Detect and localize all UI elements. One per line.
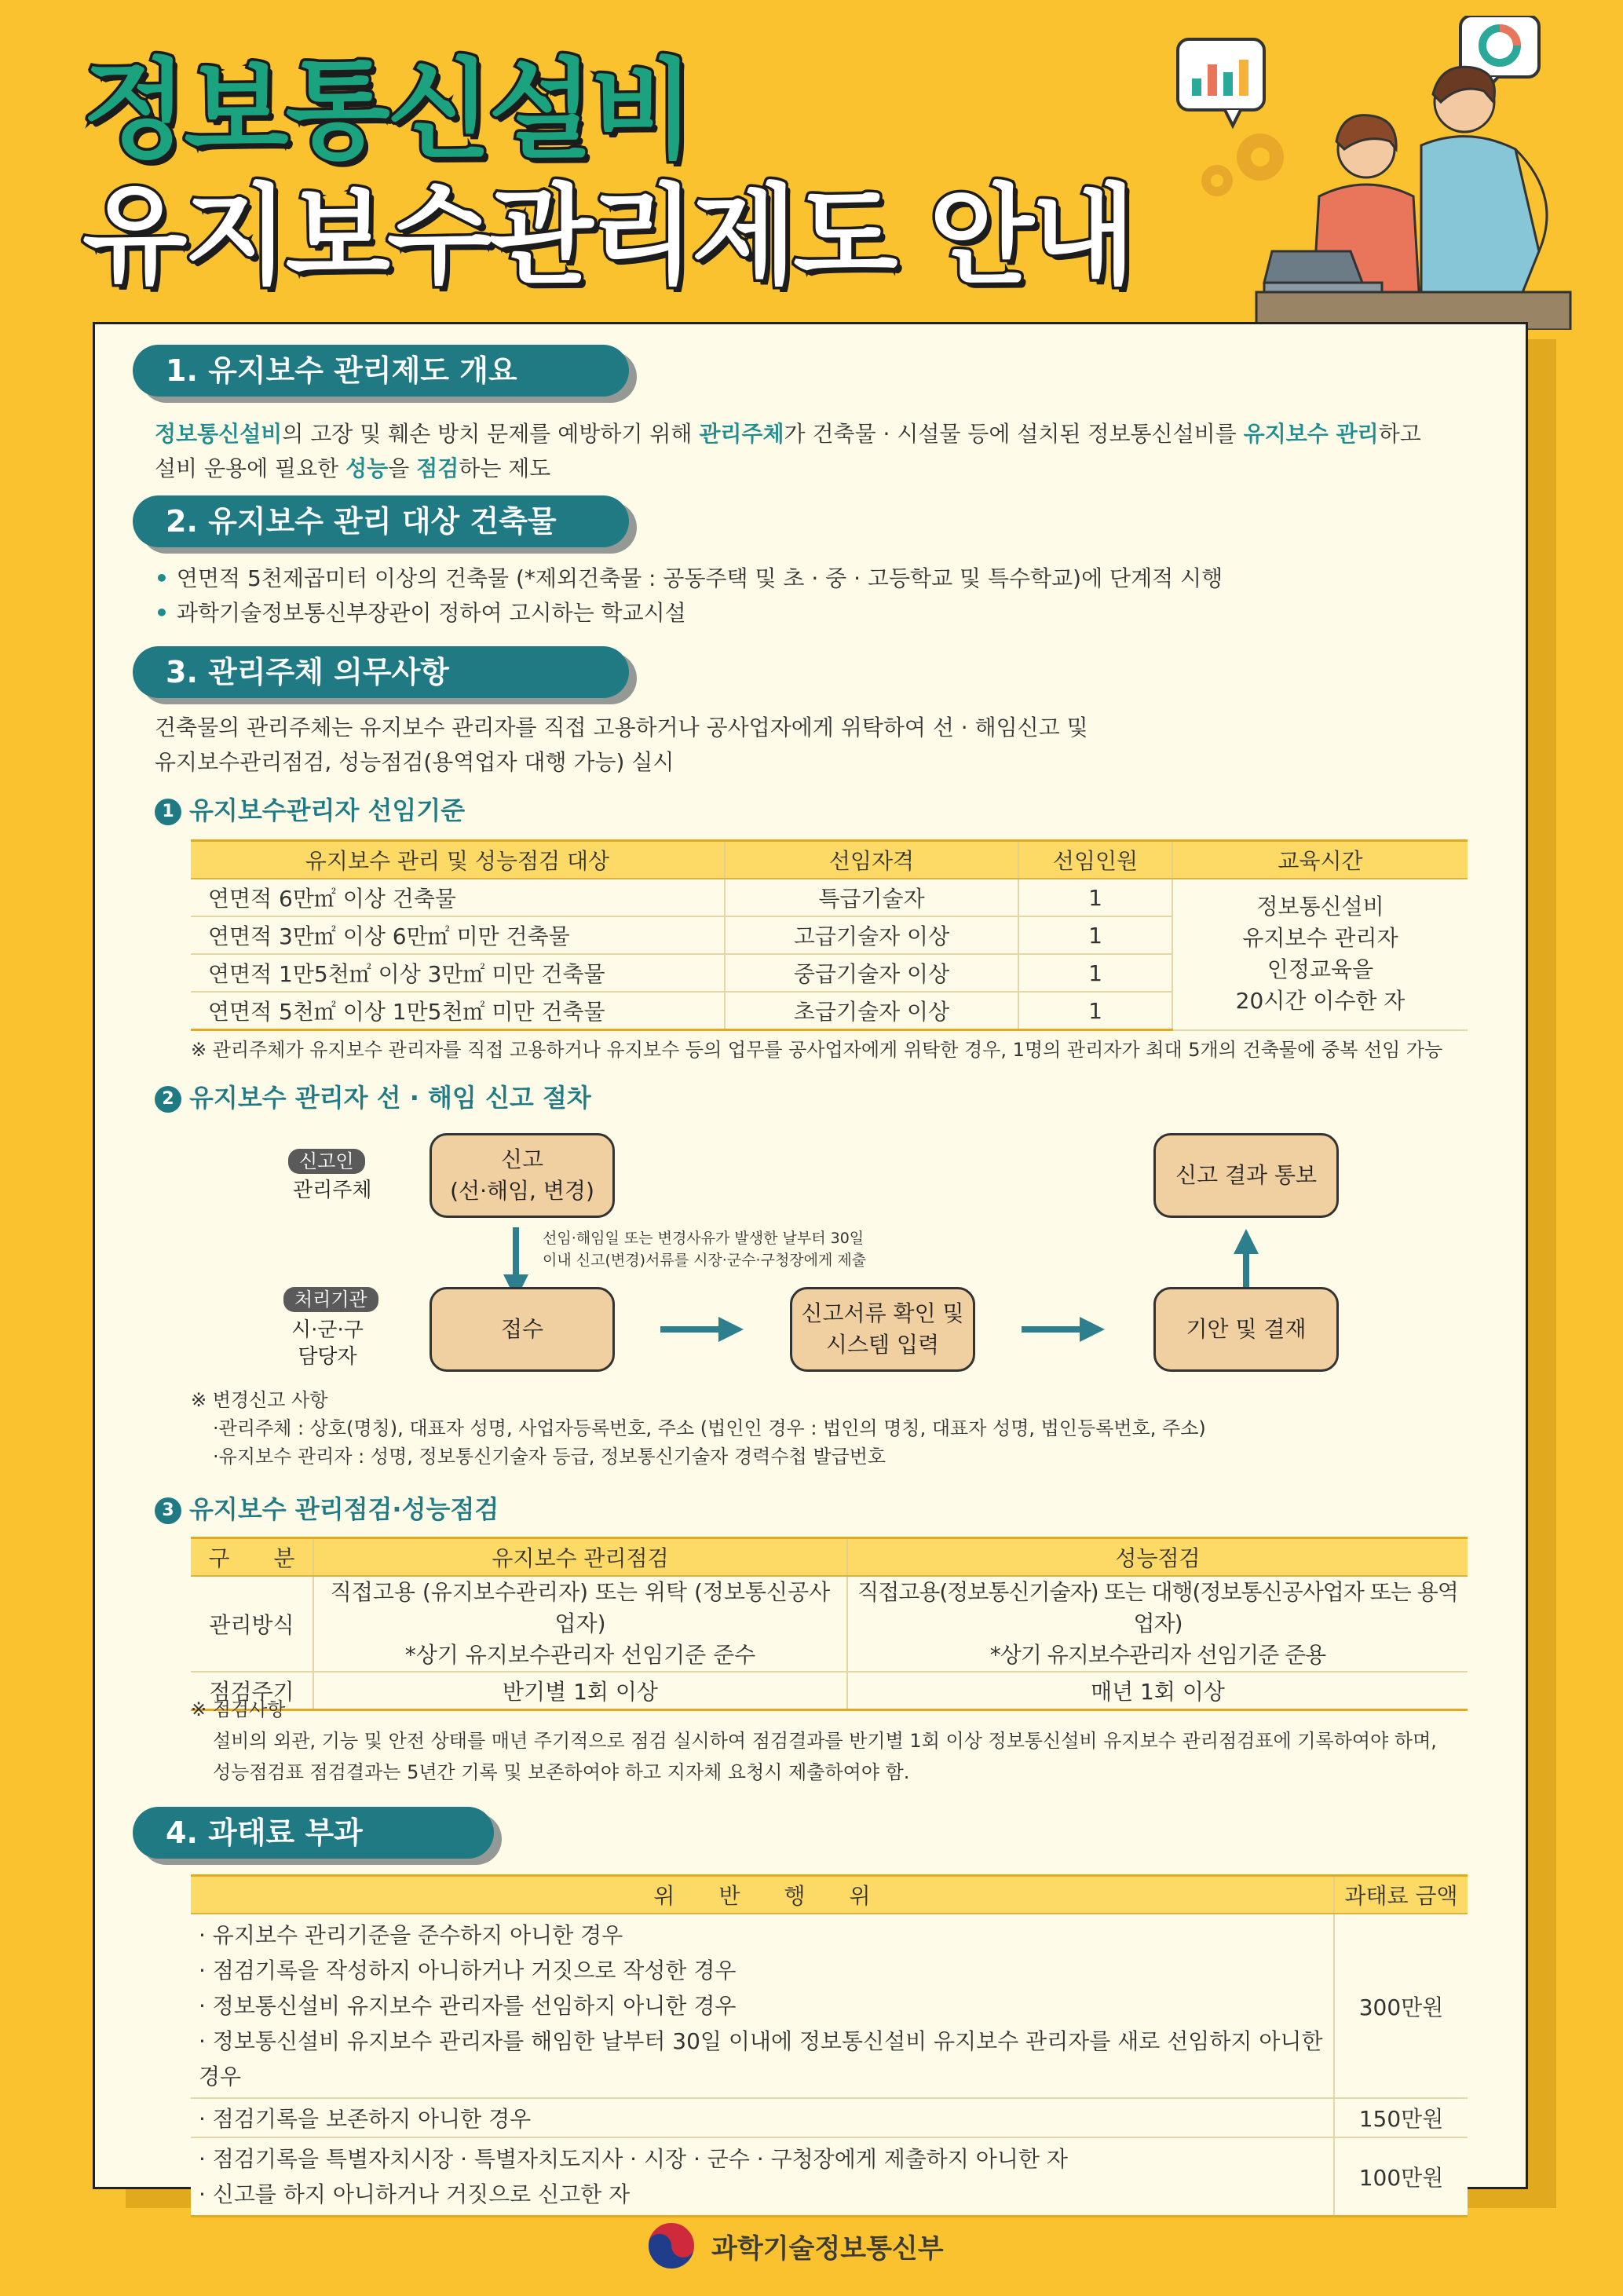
gear-icon [1201,133,1284,196]
reporter-tag: 신고인 [288,1149,365,1174]
inspection-table [191,1537,1468,1711]
penalty-amount: 100만원 [1334,2137,1468,2217]
section3-heading: 3. 관리주체 의무사항 [133,646,629,698]
sub3-heading: 3 유지보수 관리점검·성능점검 [155,1490,499,1526]
education-hours-cell: 정보통신설비 유지보수 관리자 인정교육을 20시간 이수한 자 [1172,879,1468,1030]
content-card [93,322,1528,2207]
report-step-box: 신고 (선·해임, 변경) [430,1133,615,1218]
office-workers-illustration [1170,16,1578,330]
penalty-table [191,1874,1468,2217]
table-row: 연면적 1만5천㎡ 이상 3만㎡ 미만 건축물 중급기술자 이상 1 [191,954,1468,992]
arrow-right-icon [660,1315,747,1344]
table-header: 유지보수 관리 및 성능점검 대상 [191,841,725,879]
processor-tag: 처리기관 [283,1287,378,1312]
taegeuk-logo-icon [644,2218,699,2273]
section4-heading: 4. 과태료 부과 [133,1807,494,1859]
table-header: 위 반 행 위 [191,1876,1334,1914]
sub2-heading: 2 유지보수 관리자 선 · 해임 신고 절차 [155,1078,591,1114]
table-header: 과태료 금액 [1334,1876,1468,1914]
table-row: · 점검기록을 특별자치시장 · 특별자치도지사 · 시장 · 군수 · 구청장에게 제출하지 아니한 자 · 신고를 하지 아니하거나 거짓으로 신고한 자 100만원 [191,2137,1468,2217]
table-header: 구 분 [191,1538,313,1577]
change-report-title: ※ 변경신고 사항 [191,1389,328,1411]
table-header: 선임자격 [725,841,1018,879]
reporter-label: 관리주체 [293,1179,372,1202]
section2-heading: 2. 유지보수 관리 대상 건축물 [133,495,629,547]
table-row: · 점검기록을 보존하지 아니한 경우 150만원 [191,2098,1468,2137]
table-row: · 유지보수 관리기준을 준수하지 아니한 경우 · 점검기록을 작성하지 아니하거나 거짓으로 작성한 경우 · 정보통신설비 유지보수 관리자를 선임하지 아니한 경우 · 정보통신설비 유지보수 관리자를 해임한 날부터 30일 이내에 정보통신설비 유지보수 관리자를 새로 선임하지 아니한 경우 300만원 [191,1914,1468,2098]
inspection-note-line: 성능점검표 점검결과는 5년간 기록 및 보존하여야 하고 지자체 요청시 제출하여야 함. [213,1761,910,1783]
number-badge: 3 [155,1497,181,1524]
section1-text-line2: 설비 운용에 필요한 성능을 점검하는 제도 [155,455,551,481]
table-row: 연면적 6만㎡ 이상 건축물 특급기술자 1 정보통신설비 유지보수 관리자 인정교육을 20시간 이수한 자 [191,879,1468,916]
receive-step-box: 접수 [430,1287,615,1372]
section1-text-line1: 정보통신설비의 고장 및 훼손 방치 문제를 예방하기 위해 관리주체가 건축물 · 시설물 등에 설치된 정보통신설비를 유지보수 관리하고 [155,421,1421,447]
table-header: 교육시간 [1172,841,1468,879]
bar-chart-speech-icon [1178,39,1264,126]
section3-intro-line2: 유지보수관리점검, 성능점검(용역업자 대행 가능) 실시 [155,749,674,775]
inspection-note-line: 설비의 외관, 기능 및 안전 상태를 매년 주기적으로 점검 실시하여 점검결과를 반기별 1회 이상 정보통신설비 유지보수 관리점검표에 기록하여야 하며, [213,1730,1437,1752]
section2-bullet: • 연면적 5천제곱미터 이상의 건축물 (*제외건축물 : 공동주택 및 초 · 중 · 고등학교 및 특수학교)에 단계적 시행 [155,565,1223,591]
table-row: 연면적 3만㎡ 이상 6만㎡ 미만 건축물 고급기술자 이상 1 [191,916,1468,954]
penalty-amount: 300만원 [1334,1914,1468,2098]
table-header: 유지보수 관리점검 [313,1538,847,1577]
ministry-footer [644,2214,944,2277]
result-notify-step-box: 신고 결과 통보 [1153,1133,1339,1218]
page-title-line2: 유지보수관리제도 안내 [82,173,1133,299]
section1-heading: 1. 유지보수 관리제도 개요 [133,345,629,397]
section2-bullet: • 과학기술정보통신부장관이 정하여 고시하는 학교시설 [155,600,686,626]
table-header: 선임인원 [1018,841,1172,879]
approval-step-box: 기안 및 결재 [1153,1287,1339,1372]
inspection-note-title: ※ 점검사항 [191,1698,286,1720]
sub1-note: ※ 관리주체가 유지보수 관리자를 직접 고용하거나 유지보수 등의 업무를 공사업자에게 위탁한 경우, 1명의 관리자가 최대 5개의 건축물에 중복 선임 가능 [191,1039,1443,1061]
appointment-criteria-table [191,839,1468,1031]
table-row: 연면적 5천㎡ 이상 1만5천㎡ 미만 건축물 초급기술자 이상 1 [191,992,1468,1030]
page-title-line1: 정보통신설비 [82,47,692,174]
change-report-item: ·관리주체 : 상호(명칭), 대표자 성명, 사업자등록번호, 주소 (법인인 경우 : 법인의 명칭, 대표자 성명, 법인등록번호, 주소) [213,1417,1206,1439]
table-row: 점검주기 반기별 1회 이상 매년 1회 이상 [191,1672,1468,1710]
change-report-item: ·유지보수 관리자 : 성명, 정보통신기술자 등급, 정보통신기술자 경력수첩 발급번호 [213,1446,886,1468]
table-header: 성능점검 [847,1538,1468,1577]
section3-intro-line1: 건축물의 관리주체는 유지보수 관리자를 직접 고용하거나 공사업자에게 위탁하여 선 · 해임신고 및 [155,715,1088,740]
sub1-heading: 1 유지보수관리자 선임기준 [155,791,465,827]
number-badge: 1 [155,799,181,825]
ministry-name: 과학기술정보통신부 [711,2232,944,2265]
penalty-amount: 150만원 [1334,2098,1468,2137]
table-row: 관리방식 직접고용 (유지보수관리자) 또는 위탁 (정보통신공사업자) *상기 유지보수관리자 선임기준 준수 직접고용(정보통신기술자) 또는 대행(정보통신공사업자 또는 용역업자) *상기 유지보수관리자 선임기준 준용 [191,1576,1468,1672]
flow-note-line2: 이내 신고(변경)서류를 시장·군수·구청장에게 제출 [543,1252,867,1269]
arrow-right-icon [1022,1315,1108,1344]
document-check-step-box: 신고서류 확인 및 시스템 입력 [790,1287,975,1372]
processor-label: 시·군·구 담당자 [291,1318,364,1369]
number-badge: 2 [155,1086,181,1113]
flow-note-line1: 선임·해임일 또는 변경사유가 발생한 날부터 30일 [543,1230,865,1247]
